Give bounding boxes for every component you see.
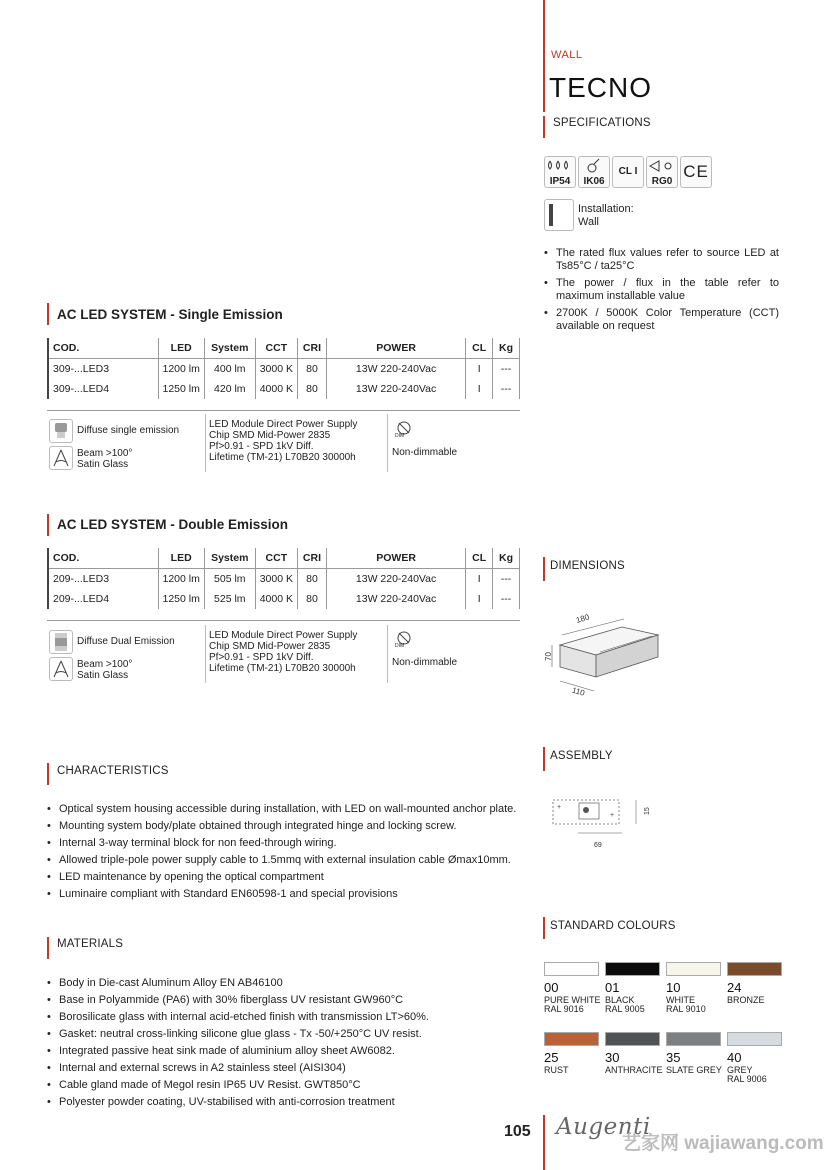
list-item: • Borosilicate glass with internal acid-etched finish with transmission LT>60%. bbox=[59, 1009, 529, 1026]
list-item: • Polyester powder coating, UV-stabilised with anti-corrosion treatment bbox=[59, 1094, 529, 1111]
list-item: • Cable gland made of Megol resin IP65 UV Resist. GWT850°C bbox=[59, 1077, 529, 1094]
specifications-heading: SPECIFICATIONS bbox=[553, 117, 651, 129]
colour-name: WHITE RAL 9010 bbox=[666, 995, 706, 1014]
brand-logo: Augenti bbox=[556, 1114, 651, 1140]
colour-name: BLACK RAL 9005 bbox=[605, 995, 645, 1014]
impact-rating-icon: IK06 bbox=[578, 156, 610, 188]
table-row: 209-...LED4 1250 lm 525 lm 4000 K 80 13W 220-240Vac I --- bbox=[48, 589, 520, 609]
risk-group-icon: RG0 bbox=[646, 156, 678, 188]
table-row: 209-...LED3 1200 lm 505 lm 3000 K 80 13W 220-240Vac I --- bbox=[48, 569, 520, 590]
single-emission-icon bbox=[49, 419, 73, 443]
colour-name: ANTHRACITE bbox=[605, 1065, 663, 1075]
single-emission-title: AC LED SYSTEM - Single Emission bbox=[57, 307, 283, 322]
colour-swatch bbox=[544, 962, 599, 976]
list-item: • Internal 3-way terminal block for non feed-through wiring. bbox=[59, 835, 529, 852]
list-item: • Internal and external screws in A2 stainless steel (AISI304) bbox=[59, 1060, 529, 1077]
dimming-label: Non-dimmable bbox=[392, 657, 458, 668]
colour-swatch bbox=[544, 1032, 599, 1046]
module-info: LED Module Direct Power Supply Chip SMD Mid-Power 2835 Pf>0.91 - SPD 1kV Diff. Lifetime (TM-21) L70B20 30000h bbox=[209, 630, 358, 674]
materials-heading: MATERIALS bbox=[57, 938, 124, 950]
list-item: • Body in Die-cast Aluminum Alloy EN AB46100 bbox=[59, 975, 529, 992]
list-item: • LED maintenance by opening the optical compartment bbox=[59, 869, 529, 886]
svg-text:+: + bbox=[557, 804, 562, 811]
characteristics-list bbox=[59, 801, 529, 903]
dimensions-heading: DIMENSIONS bbox=[550, 560, 625, 572]
non-dimmable-icon: DIM bbox=[393, 419, 415, 441]
list-item: • Luminaire compliant with Standard EN60598-1 and special provisions bbox=[59, 886, 529, 903]
list-item: • Optical system housing accessible during installation, with LED on wall-mounted anchor plate. bbox=[59, 801, 529, 818]
svg-text:110: 110 bbox=[570, 685, 586, 698]
colour-name: SLATE GREY bbox=[666, 1065, 722, 1075]
list-item: • Integrated passive heat sink made of aluminium alloy sheet AW6082. bbox=[59, 1043, 529, 1060]
characteristics-heading: CHARACTERISTICS bbox=[57, 765, 169, 777]
double-emission-table: COD. LED System CCT CRI POWER CL Kg 209-...LED3 1200 lm 505 lm 3000 K 80 13W 220-240Vac I --- 209-...LED4 1250 lm 525 lm 4000 K 80 13W 220-240Vac I --- bbox=[47, 548, 520, 609]
svg-text:69: 69 bbox=[594, 842, 602, 849]
colour-swatch bbox=[605, 962, 660, 976]
beam-angle-icon bbox=[49, 446, 73, 470]
colours-heading: STANDARD COLOURS bbox=[550, 920, 676, 932]
spec-notes bbox=[556, 247, 779, 337]
colour-swatch bbox=[727, 1032, 782, 1046]
list-item: • Base in Polyammide (PA6) with 30% fiberglass UV resistant GW960°C bbox=[59, 992, 529, 1009]
watermark: 艺家网 wajiawang.com bbox=[622, 1133, 824, 1154]
double-emission-title: AC LED SYSTEM - Double Emission bbox=[57, 517, 289, 532]
colour-code: 35 bbox=[666, 1050, 681, 1065]
dimensions-drawing bbox=[540, 605, 670, 700]
colour-swatch bbox=[666, 1032, 721, 1046]
table-row: 309-...LED4 1250 lm 420 lm 4000 K 80 13W 220-240Vac I --- bbox=[48, 379, 520, 399]
list-item: • Gasket: neutral cross-linking silicone glue glass - Tx -50/+250°C UV resist. bbox=[59, 1026, 529, 1043]
product-title: TECNO bbox=[549, 72, 652, 103]
colour-code: 40 bbox=[727, 1050, 742, 1065]
page-number: 105 bbox=[504, 1123, 531, 1140]
colour-swatch bbox=[666, 962, 721, 976]
svg-text:+: + bbox=[610, 812, 615, 819]
module-info: LED Module Direct Power Supply Chip SMD Mid-Power 2835 Pf>0.91 - SPD 1kV Diff. Lifetime (TM-21) L70B20 30000h bbox=[209, 419, 358, 463]
ip-rating-icon: IP54 bbox=[544, 156, 576, 188]
colour-swatch bbox=[605, 1032, 660, 1046]
note-item: • 2700K / 5000K Color Temperature (CCT) available on request bbox=[556, 307, 779, 333]
category-label: WALL bbox=[551, 49, 583, 61]
svg-text:15: 15 bbox=[644, 807, 651, 815]
note-item: • The rated flux values refer to source LED at Ts85°C / ta25°C bbox=[556, 247, 779, 273]
colour-name: PURE WHITE RAL 9016 bbox=[544, 995, 601, 1014]
beam-info: Beam >100° Satin Glass bbox=[77, 448, 133, 470]
svg-text:70: 70 bbox=[544, 652, 553, 661]
assembly-heading: ASSEMBLY bbox=[550, 750, 613, 762]
colour-code: 00 bbox=[544, 980, 559, 995]
assembly-drawing bbox=[548, 795, 658, 855]
colour-code: 25 bbox=[544, 1050, 559, 1065]
colour-name: RUST bbox=[544, 1065, 569, 1075]
non-dimmable-icon: DIM bbox=[393, 629, 415, 651]
installation-info: Installation: Wall bbox=[578, 203, 634, 228]
dimming-label: Non-dimmable bbox=[392, 447, 458, 458]
note-item: • The power / flux in the table refer to maximum installable value bbox=[556, 277, 779, 303]
svg-text:180: 180 bbox=[575, 612, 591, 625]
list-item: • Mounting system body/plate obtained through integrated hinge and locking screw. bbox=[59, 818, 529, 835]
colour-code: 10 bbox=[666, 980, 681, 995]
double-emission-label: Diffuse Dual Emission bbox=[77, 636, 175, 647]
single-emission-label: Diffuse single emission bbox=[77, 425, 180, 436]
colour-code: 30 bbox=[605, 1050, 620, 1065]
beam-angle-icon bbox=[49, 657, 73, 681]
colour-name: GREY RAL 9006 bbox=[727, 1065, 767, 1084]
wall-installation-icon bbox=[544, 199, 574, 231]
materials-list bbox=[59, 975, 529, 1111]
colour-code: 24 bbox=[727, 980, 742, 995]
double-emission-icon bbox=[49, 630, 73, 654]
class-icon: CL I bbox=[612, 156, 644, 188]
list-item: • Allowed triple-pole power supply cable to 1.5mmq with external insulation cable Ømax10mm. bbox=[59, 852, 529, 869]
beam-info: Beam >100° Satin Glass bbox=[77, 659, 133, 681]
colour-name: BRONZE bbox=[727, 995, 765, 1005]
ce-mark-icon: CE bbox=[680, 156, 712, 188]
colour-code: 01 bbox=[605, 980, 620, 995]
table-row: 309-...LED3 1200 lm 400 lm 3000 K 80 13W 220-240Vac I --- bbox=[48, 359, 520, 380]
colour-swatch bbox=[727, 962, 782, 976]
single-emission-table: COD. LED System CCT CRI POWER CL Kg 309-...LED3 1200 lm 400 lm 3000 K 80 13W 220-240Vac I --- 309-...LED4 1250 lm 420 lm 4000 K 80 13W 220-240Vac I --- bbox=[47, 338, 520, 399]
